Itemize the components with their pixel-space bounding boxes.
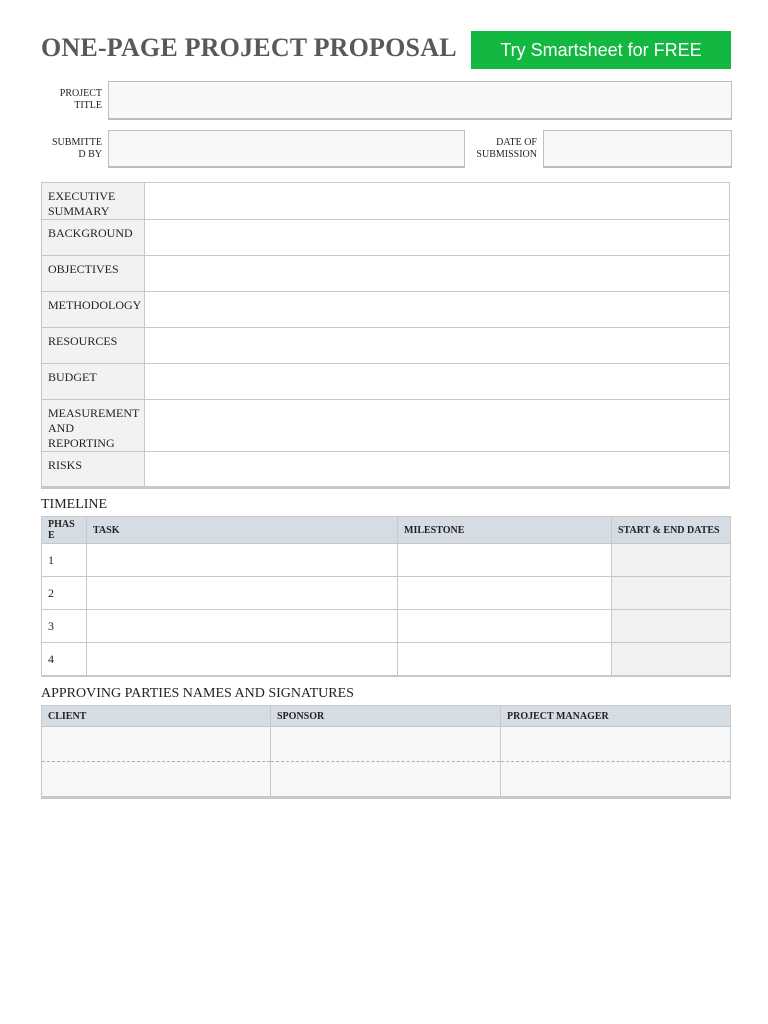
- timeline-row: [42, 544, 731, 577]
- section-label: BACKGROUND: [42, 220, 145, 256]
- approvals-header-row: [42, 706, 731, 727]
- phase-column-header: PHAS E: [42, 517, 87, 544]
- approvals-row: [42, 727, 731, 762]
- section-row: [42, 183, 730, 220]
- milestone-cell[interactable]: [398, 610, 612, 643]
- section-field[interactable]: [145, 400, 730, 452]
- timeline-header-row: [42, 517, 731, 544]
- section-field[interactable]: [145, 183, 730, 220]
- task-cell[interactable]: [87, 610, 398, 643]
- approvals-row: [42, 762, 731, 798]
- task-cell[interactable]: [87, 577, 398, 610]
- client-column-header: CLIENT: [42, 706, 271, 727]
- section-field[interactable]: [145, 220, 730, 256]
- phase-cell: 1: [42, 544, 87, 577]
- project-manager-column-header: PROJECT MANAGER: [501, 706, 731, 727]
- section-field[interactable]: [145, 292, 730, 328]
- dates-cell[interactable]: [612, 577, 731, 610]
- project-title-label: PROJECT TITLE: [59, 88, 102, 111]
- milestone-cell[interactable]: [398, 643, 612, 677]
- try-smartsheet-button[interactable]: Try Smartsheet for FREE: [471, 31, 731, 69]
- project-manager-signature-cell[interactable]: [501, 727, 731, 762]
- phase-cell: 3: [42, 610, 87, 643]
- section-row: [42, 364, 730, 400]
- section-row: [42, 328, 730, 364]
- approvals-title: APPROVING PARTIES NAMES AND SIGNATURES: [41, 686, 354, 701]
- milestone-cell[interactable]: [398, 577, 612, 610]
- date-of-submission-field[interactable]: [543, 130, 732, 168]
- timeline-row: [42, 577, 731, 610]
- sponsor-column-header: SPONSOR: [271, 706, 501, 727]
- section-field[interactable]: [145, 328, 730, 364]
- dates-cell[interactable]: [612, 610, 731, 643]
- dates-column-header: START & END DATES: [612, 517, 731, 544]
- project-manager-signature-cell[interactable]: [501, 762, 731, 798]
- task-cell[interactable]: [87, 544, 398, 577]
- section-row: [42, 452, 730, 488]
- timeline-row: [42, 643, 731, 677]
- section-field[interactable]: [145, 364, 730, 400]
- client-signature-cell[interactable]: [42, 762, 271, 798]
- section-row: [42, 256, 730, 292]
- section-label: MEASUREMENT AND REPORTING: [42, 400, 145, 452]
- section-label: BUDGET: [42, 364, 145, 400]
- sponsor-signature-cell[interactable]: [271, 727, 501, 762]
- task-cell[interactable]: [87, 643, 398, 677]
- section-field[interactable]: [145, 256, 730, 292]
- dates-cell[interactable]: [612, 544, 731, 577]
- submitted-by-field[interactable]: [108, 130, 465, 168]
- page-title: ONE-PAGE PROJECT PROPOSAL: [41, 33, 457, 62]
- section-row: [42, 400, 730, 452]
- section-field[interactable]: [145, 452, 730, 488]
- section-label: METHODOLOGY: [42, 292, 145, 328]
- dates-cell[interactable]: [612, 643, 731, 677]
- task-column-header: TASK: [87, 517, 398, 544]
- timeline-row: [42, 610, 731, 643]
- section-label: EXECUTIVE SUMMARY: [42, 183, 145, 220]
- section-label: RISKS: [42, 452, 145, 488]
- section-label: RESOURCES: [42, 328, 145, 364]
- milestone-column-header: MILESTONE: [398, 517, 612, 544]
- date-of-submission-label: DATE OF SUBMISSION: [476, 137, 537, 160]
- section-row: [42, 292, 730, 328]
- phase-cell: 4: [42, 643, 87, 677]
- phase-cell: 2: [42, 577, 87, 610]
- approvals-table: [41, 705, 731, 799]
- client-signature-cell[interactable]: [42, 727, 271, 762]
- timeline-title: TIMELINE: [41, 497, 108, 512]
- section-label: OBJECTIVES: [42, 256, 145, 292]
- proposal-sections-table: [41, 182, 730, 489]
- timeline-table: [41, 516, 731, 677]
- submitted-by-label: SUBMITTE D BY: [52, 137, 102, 160]
- sponsor-signature-cell[interactable]: [271, 762, 501, 798]
- project-title-field[interactable]: [108, 81, 732, 120]
- section-row: [42, 220, 730, 256]
- milestone-cell[interactable]: [398, 544, 612, 577]
